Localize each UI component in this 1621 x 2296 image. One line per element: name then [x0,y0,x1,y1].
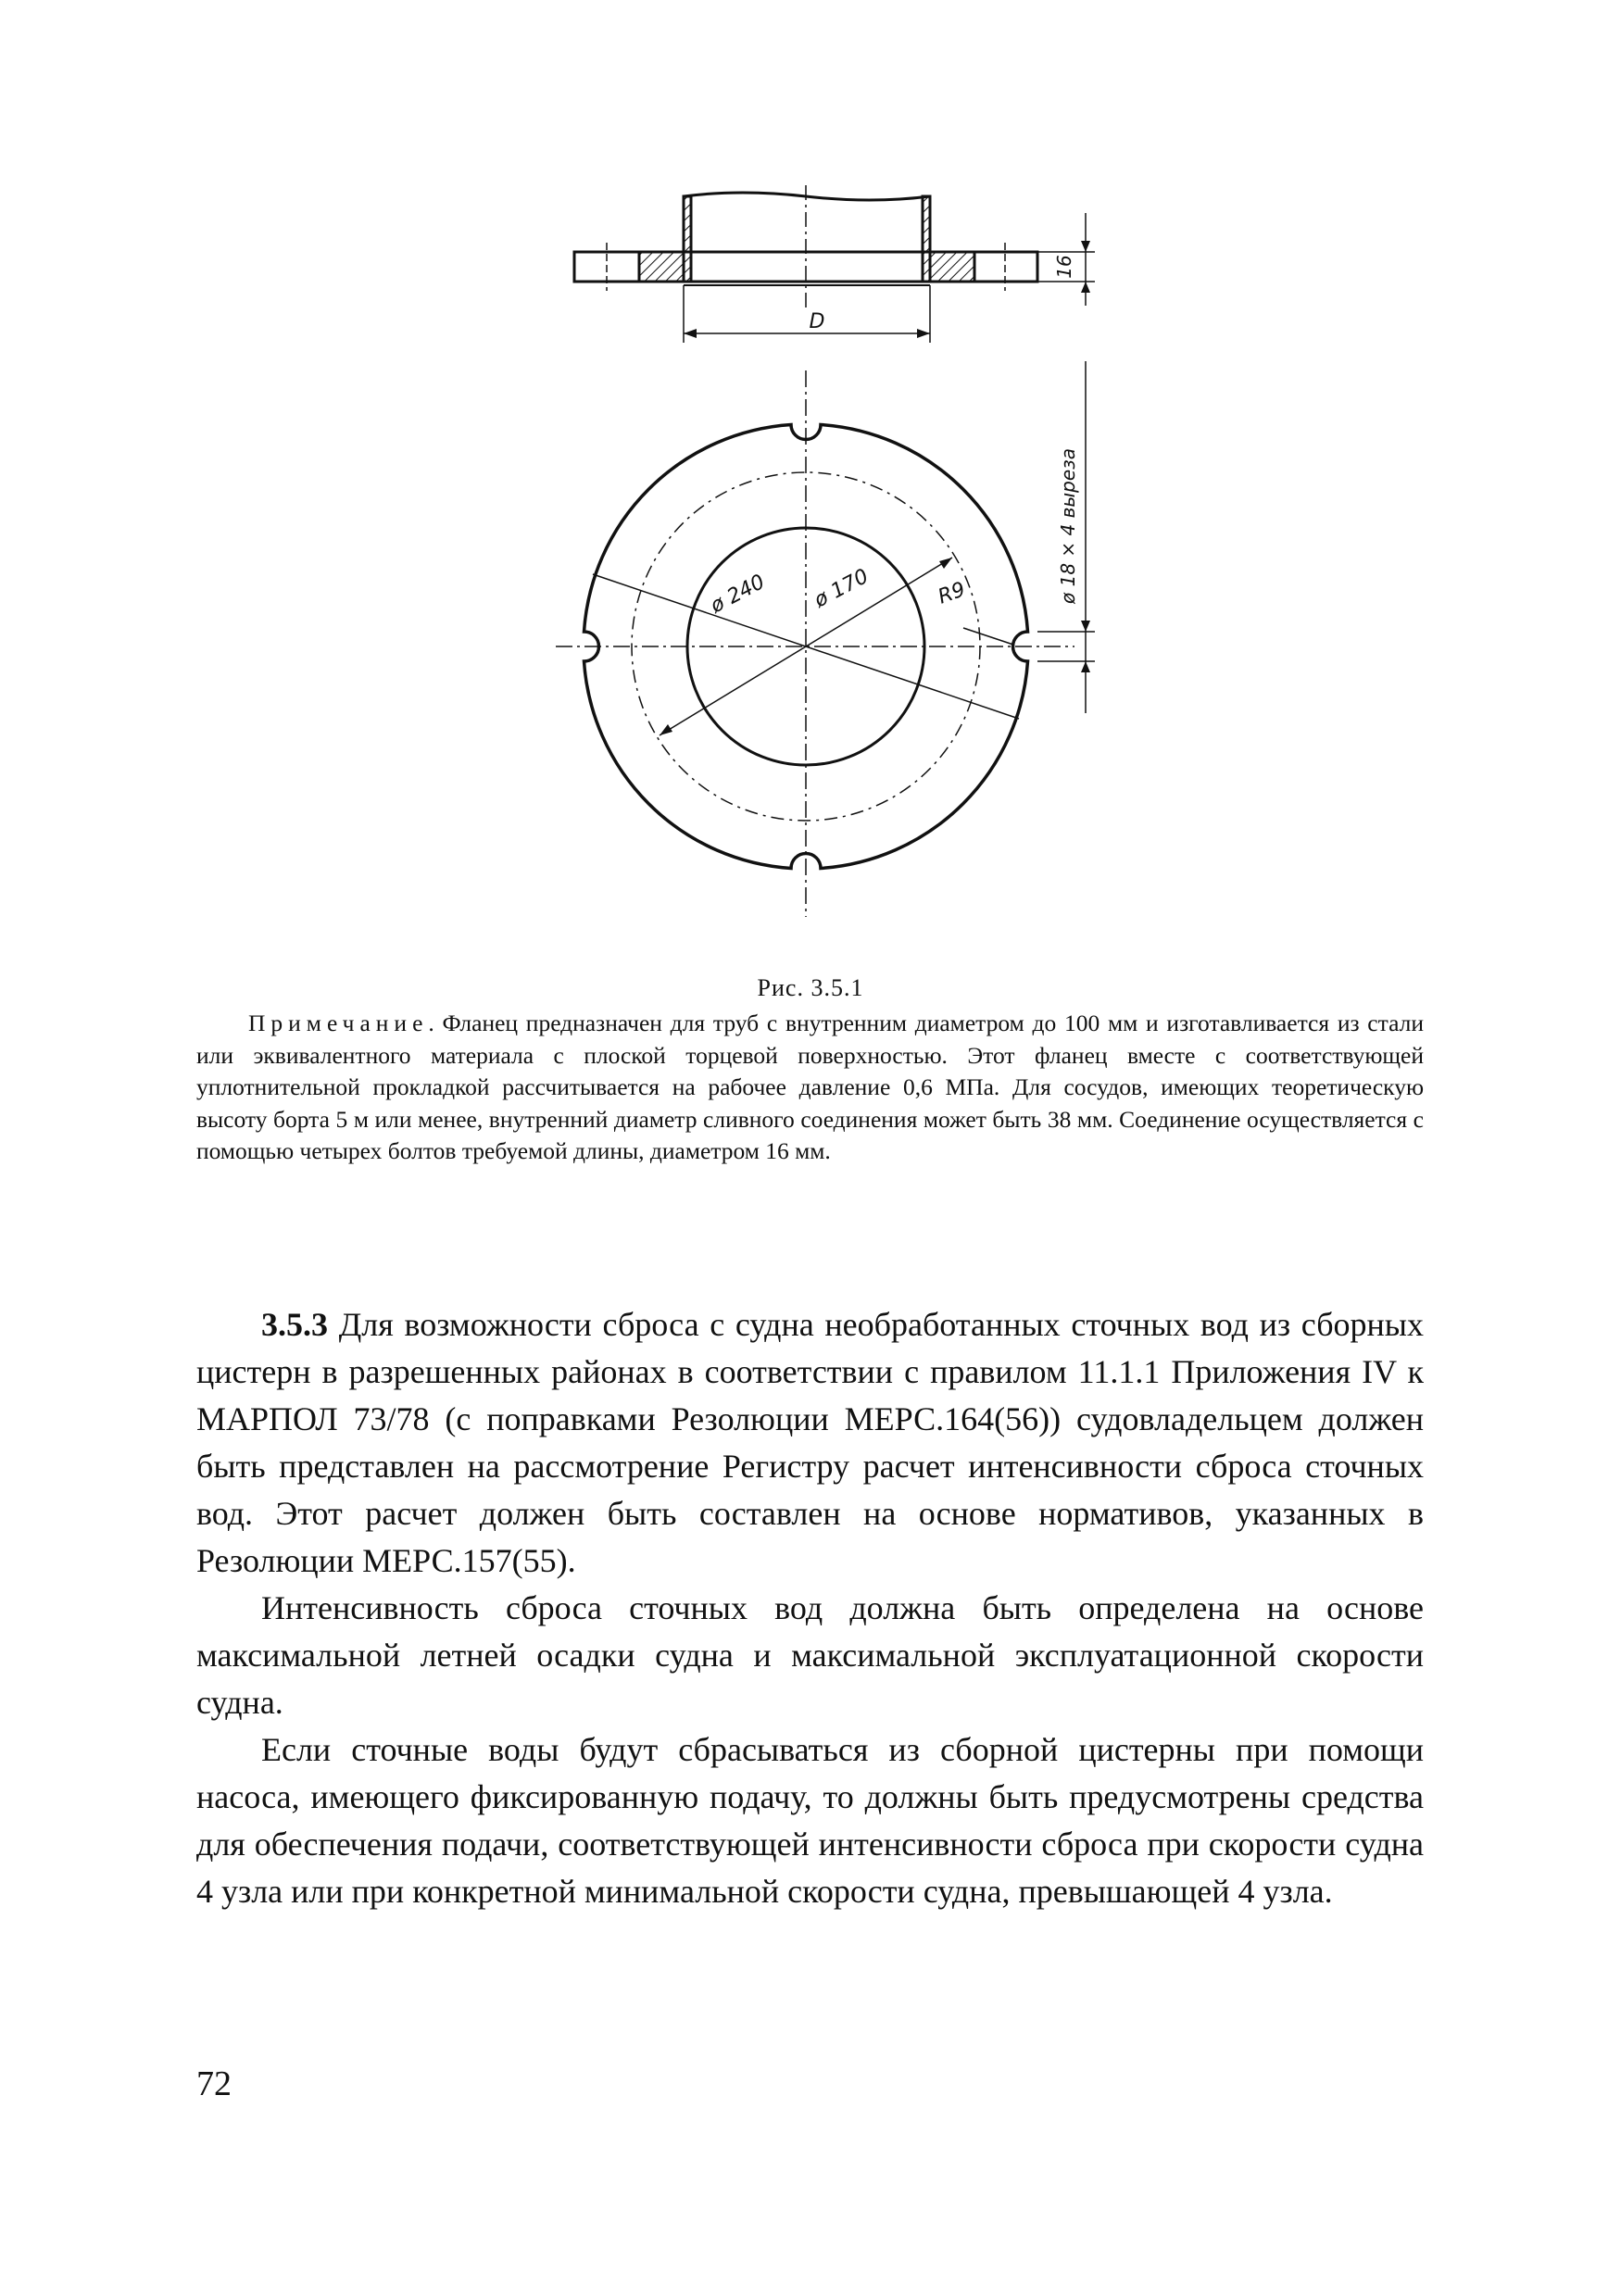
page-number: 72 [196,2064,232,2103]
paragraph-2: Интенсивность сброса сточных вод должна быть определена на основе максимальной летней осадки судна и максимальной эксплуатационной скорости судна. [196,1589,1424,1721]
slots-label: ø 18 × 4 выреза [1057,447,1079,604]
paragraph-3: Если сточные воды будут сбрасываться из сборной цистерны при помощи насоса, имеющего фиксированную подачу, то должны быть предусмотрены средства для обеспечения подачи, соответствующей интенсивности сброса при скорости судна 4 узла или при конкретной минимальной скорости судна, превышающей 4 узла. [196,1731,1424,1910]
note-lead: Примечание [248,1010,429,1036]
section-text [196,1301,1424,1915]
bolt-circle-label: ø 170 [810,564,873,613]
plan-view [556,361,1095,917]
dimension-d-label: D [809,310,825,333]
note-text: . Фланец предназначен для труб с внутренним диаметром до 100 мм и изготавливается из стали или эквивалентного материала с плоской торцевой поверхностью. Этот фланец вместе с соответствующей уплотнительной прокладкой рассчитывается на рабочее давление 0,6 МПа. Для сосудов, имеющих теоретическую высоту борта 5 м или менее, внутренний диаметр сливного соединения может быть 38 мм. Соединение осуществляется с помощью четырех болтов требуемой длины, диаметром 16 мм. [196,1010,1424,1164]
figure-note [196,1008,1424,1168]
outer-diameter-label: ø 240 [707,570,769,619]
paragraph-1-text: Для возможности сброса с судна необработанных сточных вод из сборных цистерн в разрешенных районах в соответствии с правилом 11.1.1 Приложения IV к МАРПОЛ 73/78 (с поправками Резолюции МЕРС.164(56)) судовладельцем должен быть представлен на рассмотрение Регистру расчет интенсивности сброса сточных вод. Этот расчет должен быть составлен на основе нормативов, указанных в Резолюции МЕРС.157(55). [196,1306,1424,1579]
thickness-label: 16 [1053,255,1075,279]
radius-label: R9 [935,578,969,609]
paragraph-1 [196,1301,1424,1585]
section-view [574,185,1095,343]
figure-caption: Рис. 3.5.1 [757,974,864,1001]
flange-drawing [519,176,1121,972]
section-number: 3.5.3 [261,1306,328,1343]
